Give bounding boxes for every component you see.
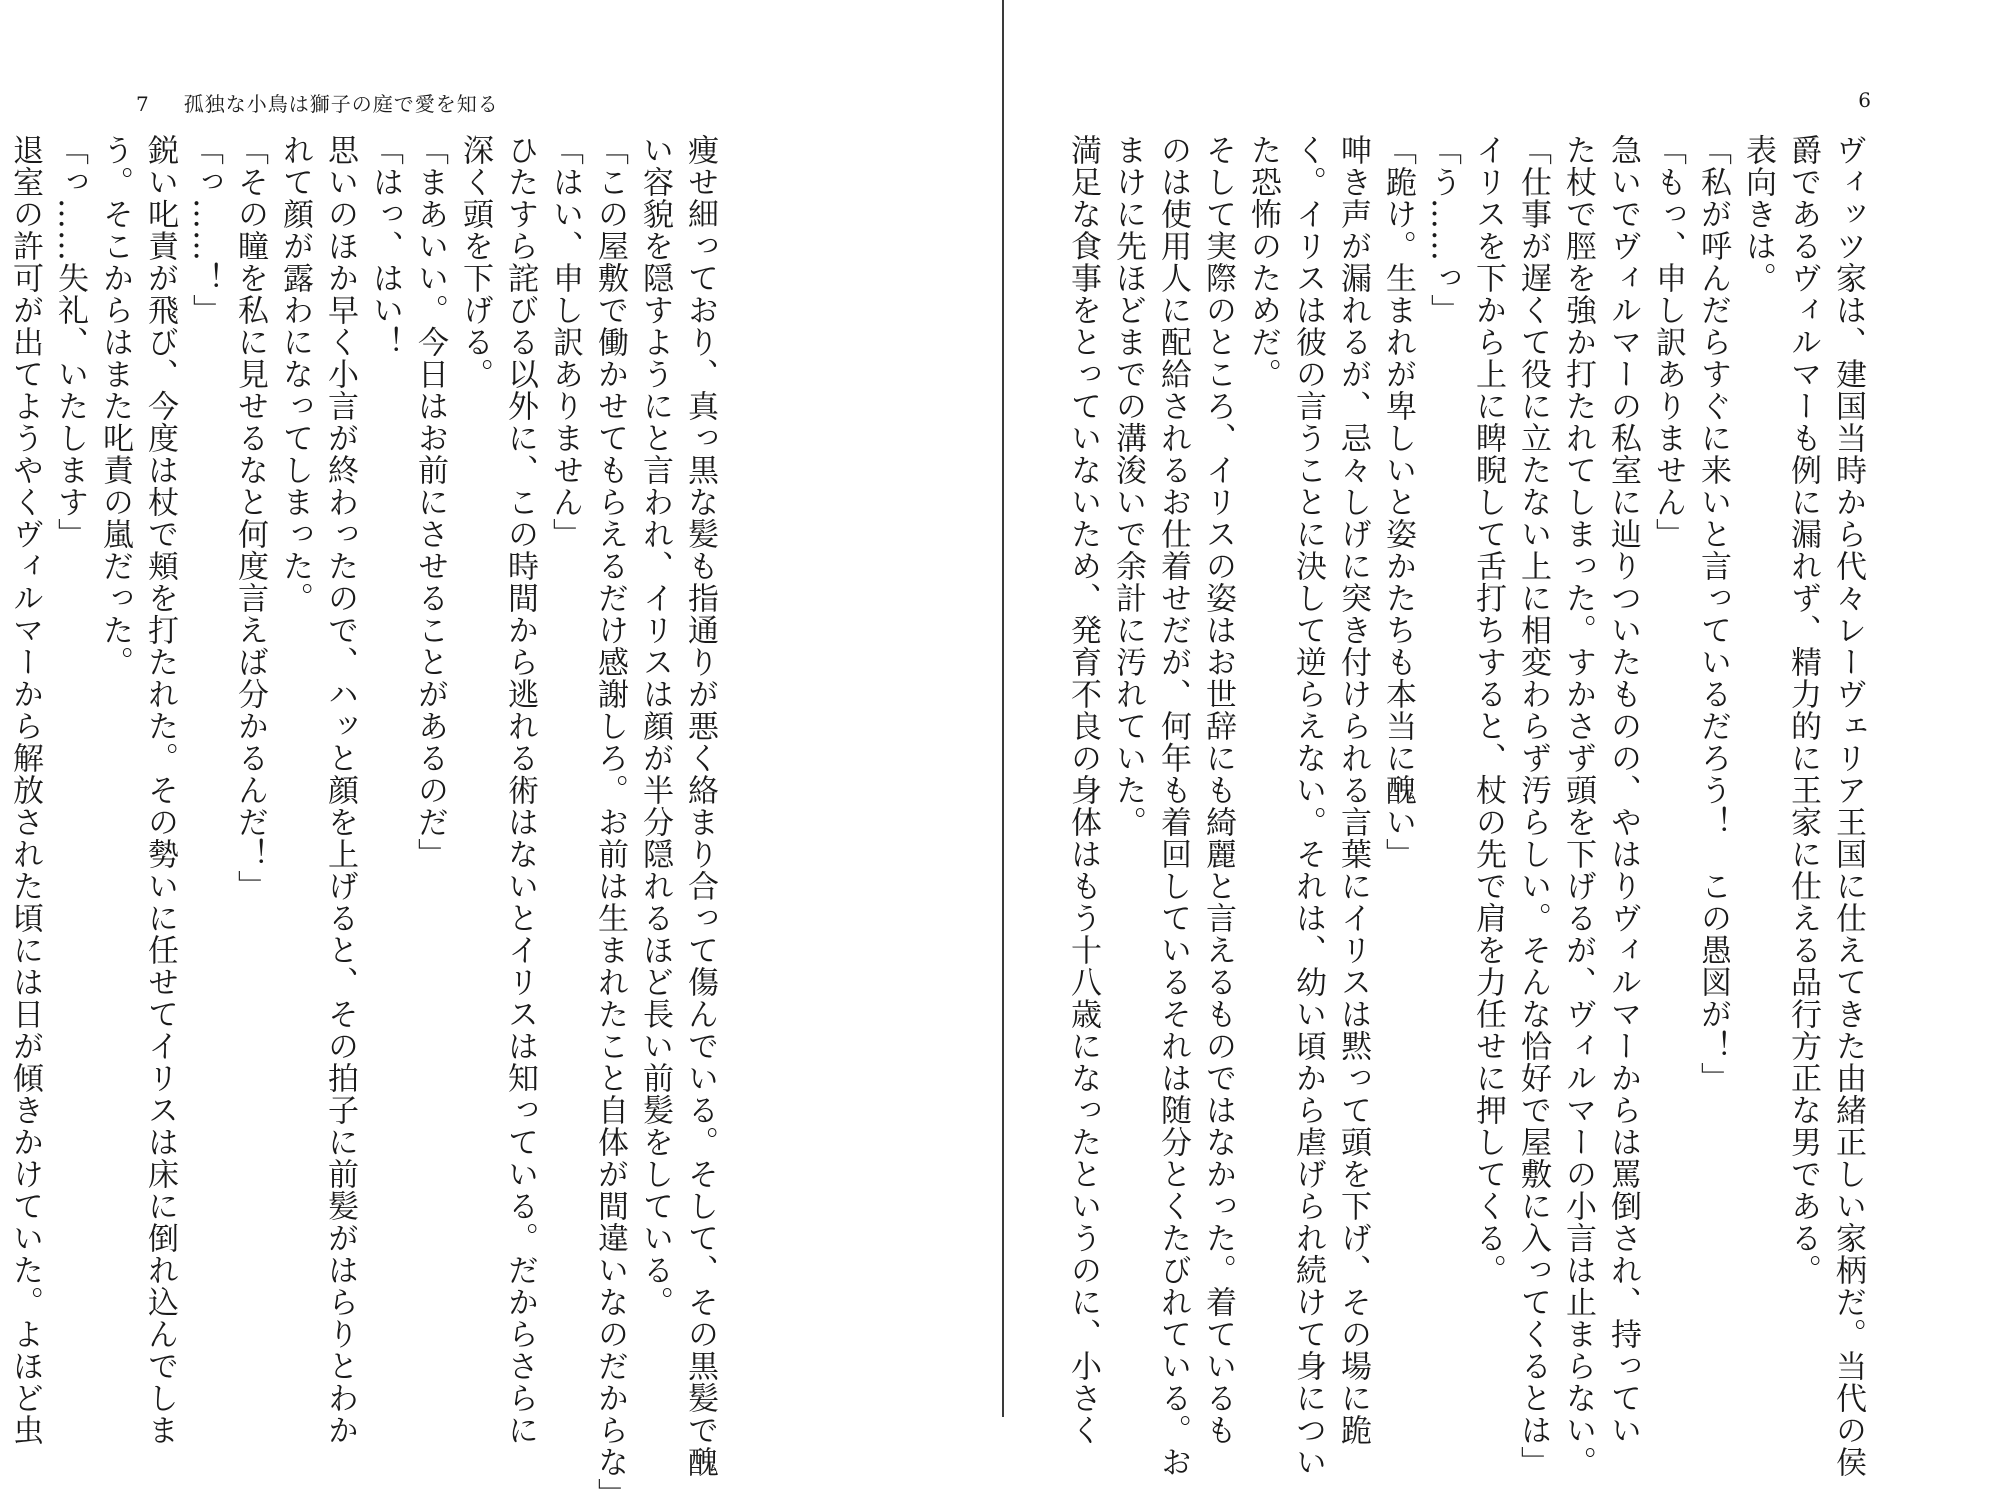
text-line: 「もっ、申し訳ありません」 — [1650, 134, 1686, 550]
text-line: た杖で脛を強か打たれてしまった。すかさず頭を下げるが、ヴィルマーの小言は止まらない。 — [1560, 134, 1596, 1478]
text-line: 「私が呼んだらすぐに来いと言っているだろう！ この愚図が！」 — [1695, 134, 1731, 1094]
text-line: 退室の許可が出てようやくヴィルマーから解放された頃には日が傾きかけていた。よほど虫 — [7, 134, 43, 1446]
text-line: 呻き声が漏れるが、忌々しげに突き付けられる言葉にイリスは黙って頭を下げ、その場に跪 — [1335, 134, 1371, 1446]
text-line: 「跪け。生まれが卑しいと姿かたちも本当に醜い」 — [1380, 134, 1416, 870]
text-line: 思いのほか早く小言が終わったので、ハッと顔を上げると、その拍子に前髪がはらりとわか — [322, 134, 358, 1446]
text-line: 「この屋敷で働かせてもらえるだけ感謝しろ。お前は生まれたこと自体が間違いなのだからな」 — [592, 134, 628, 1510]
text-line: 急いでヴィルマーの私室に辿りついたものの、やはりヴィルマーからは罵倒され、持ってい — [1605, 134, 1641, 1446]
text-line: 痩せ細っており、真っ黒な髪も指通りが悪く絡まり合って傷んでいる。そして、その黒髪で醜 — [682, 134, 718, 1478]
page-number: 7 — [136, 92, 150, 116]
right-page-header — [1858, 88, 1872, 112]
text-line: 「っ……失礼、いたします」 — [52, 134, 88, 550]
text-line: 爵であるヴィルマーも例に漏れず、精力的に王家に仕える品行方正な男である。 — [1785, 134, 1821, 1286]
text-line: ひたすら詫びる以外に、この時間から逃れる術はないとイリスは知っている。だからさらに — [502, 134, 538, 1446]
text-line: 満足な食事をとっていないため、発育不良の身体はもう十八歳になったというのに、小さく — [1065, 134, 1101, 1446]
text-line: ヴィッツ家は、建国当時から代々レーヴェリア王国に仕えてきた由緒正しい家柄だ。当代の侯 — [1830, 134, 1866, 1478]
text-line: く。イリスは彼の言うことに決して逆らえない。それは、幼い頃から虐げられ続けて身につい — [1290, 134, 1326, 1478]
text-line: イリスを下から上に睥睨して舌打ちすると、杖の先で肩を力任せに押してくる。 — [1470, 134, 1506, 1286]
text-line: 「まあいい。今日はお前にさせることがあるのだ」 — [412, 134, 448, 870]
text-line: い容貌を隠すようにと言われ、イリスは顔が半分隠れるほど長い前髪をしている。 — [637, 134, 673, 1318]
left-page-body — [2, 134, 722, 1510]
running-title: 孤独な小鳥は獅子の庭で愛を知る — [183, 92, 499, 116]
text-line: 表向きは。 — [1740, 134, 1776, 294]
text-line: 「その瞳を私に見せるなと何度言えば分かるんだ！」 — [232, 134, 268, 902]
text-line: れて顔が露わになってしまった。 — [277, 134, 313, 614]
text-line: 鋭い叱責が飛び、今度は杖で頬を打たれた。その勢いに任せてイリスは床に倒れ込んでしま — [142, 134, 178, 1446]
text-line: 「仕事が遅くて役に立たない上に相変わらず汚らしい。そんな恰好で屋敷に入ってくるとは」 — [1515, 134, 1551, 1478]
text-line: 「はい、申し訳ありません」 — [547, 134, 583, 550]
text-line: う。そこからはまた叱責の嵐だった。 — [97, 134, 133, 678]
text-line: まけに先ほどまでの溝浚いで余計に汚れていた。 — [1110, 134, 1146, 838]
page-number: 6 — [1858, 88, 1872, 112]
right-page — [1004, 0, 2000, 1478]
text-line: そして実際のところ、イリスの姿はお世辞にも綺麗と言えるものではなかった。着ているも — [1200, 134, 1236, 1446]
left-page-header — [136, 88, 499, 117]
text-line: のは使用人に配給されるお仕着せだが、何年も着回しているそれは随分とくたびれている。お — [1155, 134, 1191, 1478]
text-line: た恐怖のためだ。 — [1245, 134, 1281, 390]
right-page-body — [1060, 134, 1870, 1478]
text-line: 「っ……！」 — [187, 134, 223, 326]
text-line: 「はっ、はい！ — [367, 134, 403, 358]
text-line: 深く頭を下げる。 — [457, 134, 493, 390]
text-line: 「う……っ」 — [1425, 134, 1461, 326]
